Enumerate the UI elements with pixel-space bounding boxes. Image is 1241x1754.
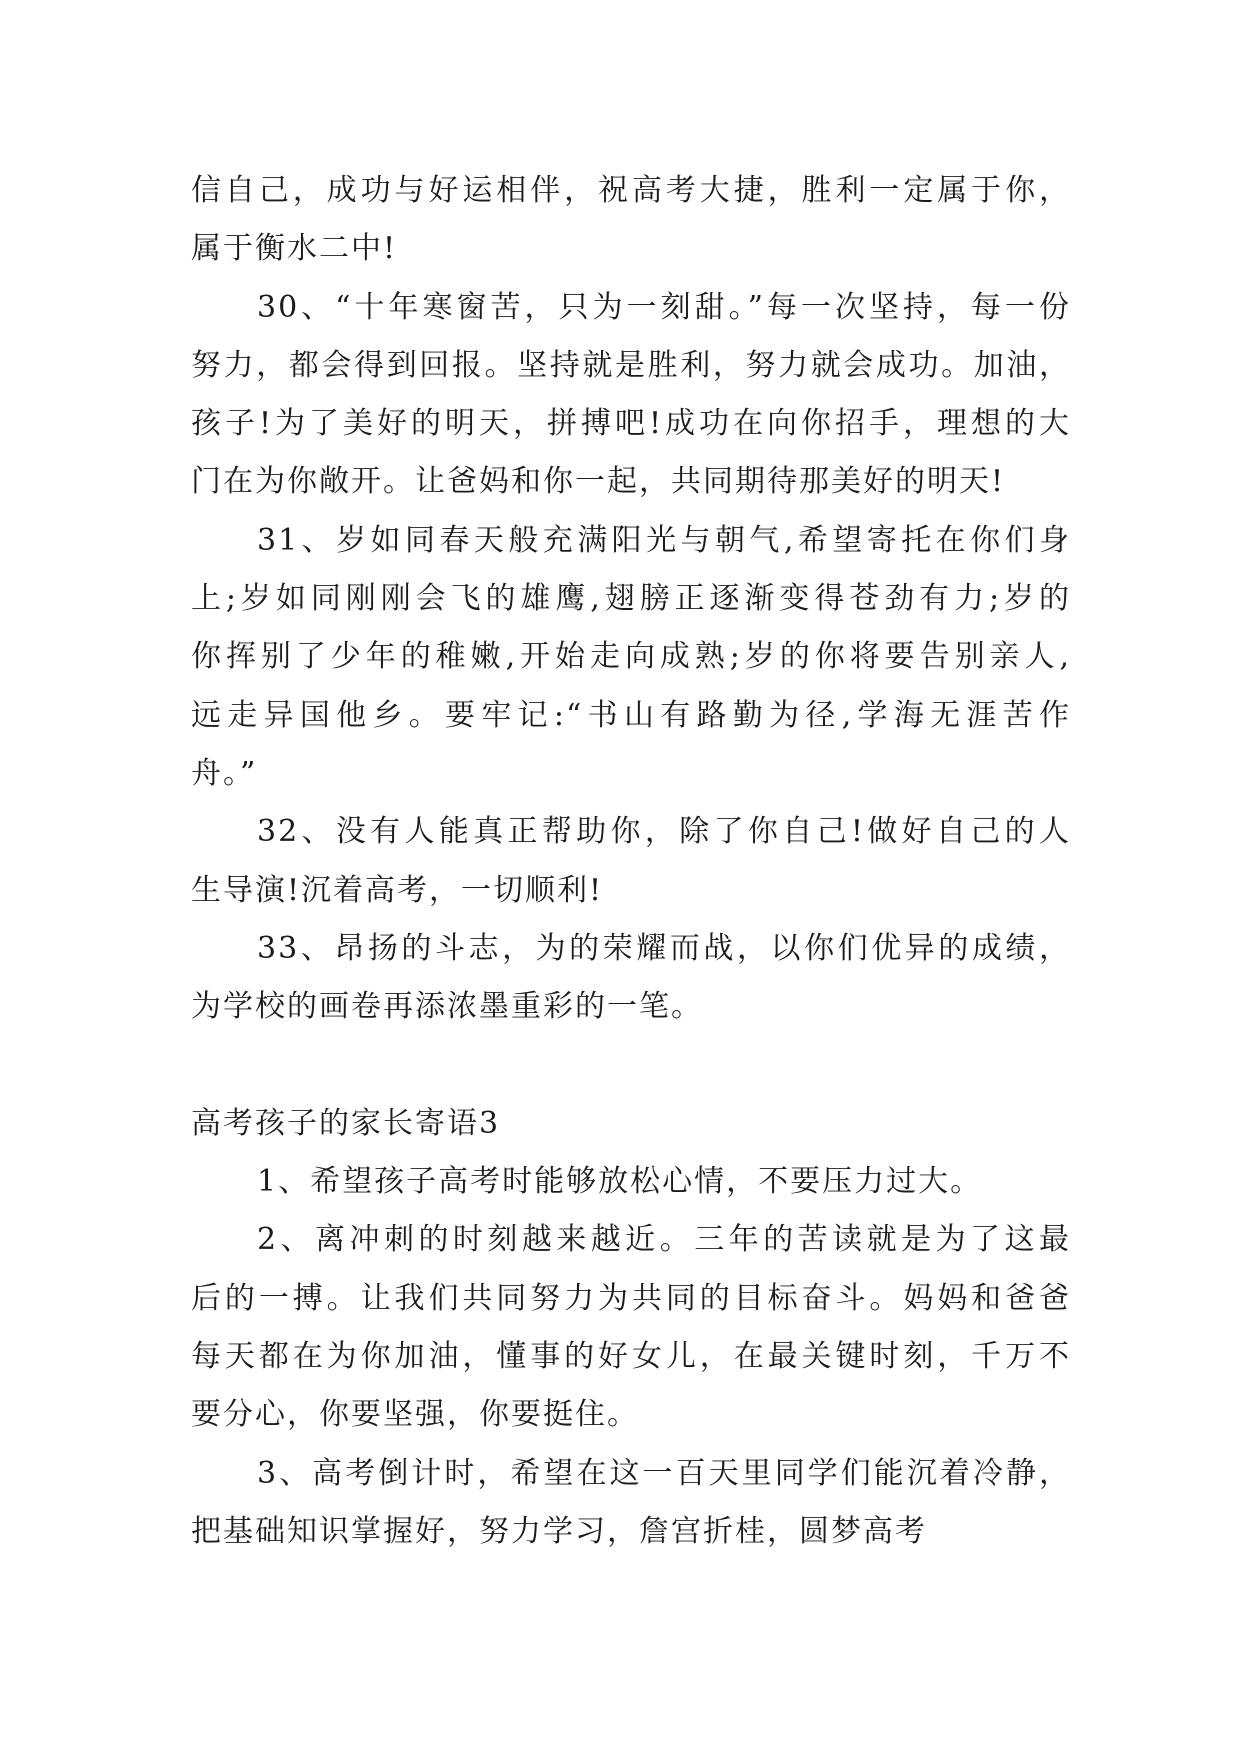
- paragraph-line: 生导演!沉着高考，一切顺利!: [191, 872, 604, 908]
- paragraph-line: 2、离冲刺的时刻越来越近。三年的苦读就是为了这最: [257, 1222, 1071, 1258]
- paragraph-line: 属于衡水二中!: [191, 231, 398, 267]
- paragraph-continuation: [191, 162, 1071, 279]
- paragraph-line: 上;岁如同刚刚会飞的雄鹰,翅膀正逐渐变得苍劲有力;岁的: [191, 581, 1071, 617]
- paragraph-line: 31、岁如同春天般充满阳光与朝气,希望寄托在你们身: [257, 522, 1071, 558]
- section-heading: 高考孩子的家长寄语3: [191, 1105, 501, 1141]
- paragraph-line: 信自己，成功与好运相伴，祝高考大捷，胜利一定属于你，: [191, 173, 1071, 208]
- message-31: [191, 512, 1071, 803]
- paragraph-line: 努力，都会得到回报。坚持就是胜利，努力就会成功。加油，: [191, 347, 1071, 383]
- paragraph-line: 为学校的画卷再添浓墨重彩的一笔。: [191, 989, 703, 1025]
- paragraph-line: 33、昂扬的斗志，为的荣耀而战，以你们优异的成绩，: [257, 930, 1071, 966]
- body-text: [191, 162, 1071, 1561]
- paragraph-line: 3、高考倒计时，希望在这一百天里同学们能沉着冷静，: [257, 1455, 1071, 1491]
- paragraph-line: 32、没有人能真正帮助你，除了你自己!做好自己的人: [257, 814, 1071, 850]
- paragraph-line: 门在为你敞开。让爸妈和你一起，共同期待那美好的明天!: [191, 464, 1006, 500]
- section-item-2: [191, 1211, 1071, 1444]
- paragraph-line: 孩子!为了美好的明天，拼搏吧!成功在向你招手，理想的大: [191, 406, 1071, 442]
- section-item-3: [191, 1445, 1071, 1562]
- paragraph-line: 30、“十年寒窗苦，只为一刻甜。”每一次坚持，每一份: [257, 289, 1071, 325]
- message-30: [191, 279, 1071, 512]
- paragraph-line: 你挥别了少年的稚嫩,开始走向成熟;岁的你将要告别亲人,: [191, 639, 1071, 675]
- message-33: [191, 920, 1071, 1037]
- paragraph-line: 每天都在为你加油，懂事的好女儿，在最关键时刻，千万不: [191, 1338, 1071, 1374]
- paragraph-line: 后的一搏。让我们共同努力为共同的目标奋斗。妈妈和爸爸: [191, 1280, 1071, 1316]
- blank-line: [191, 1036, 1071, 1094]
- section-item-1: [191, 1153, 1071, 1211]
- paragraph-line: 舟。”: [191, 755, 258, 791]
- paragraph-line: 1、希望孩子高考时能够放松心情，不要压力过大。: [257, 1164, 983, 1200]
- message-32: [191, 803, 1071, 920]
- paragraph-line: 要分心，你要坚强，你要挺住。: [191, 1397, 639, 1433]
- paragraph-line: 把基础知识掌握好，努力学习，詹宫折桂，圆梦高考: [191, 1513, 927, 1549]
- paragraph-line: 远走异国他乡。要牢记:“书山有路勤为径,学海无涯苦作: [191, 697, 1071, 733]
